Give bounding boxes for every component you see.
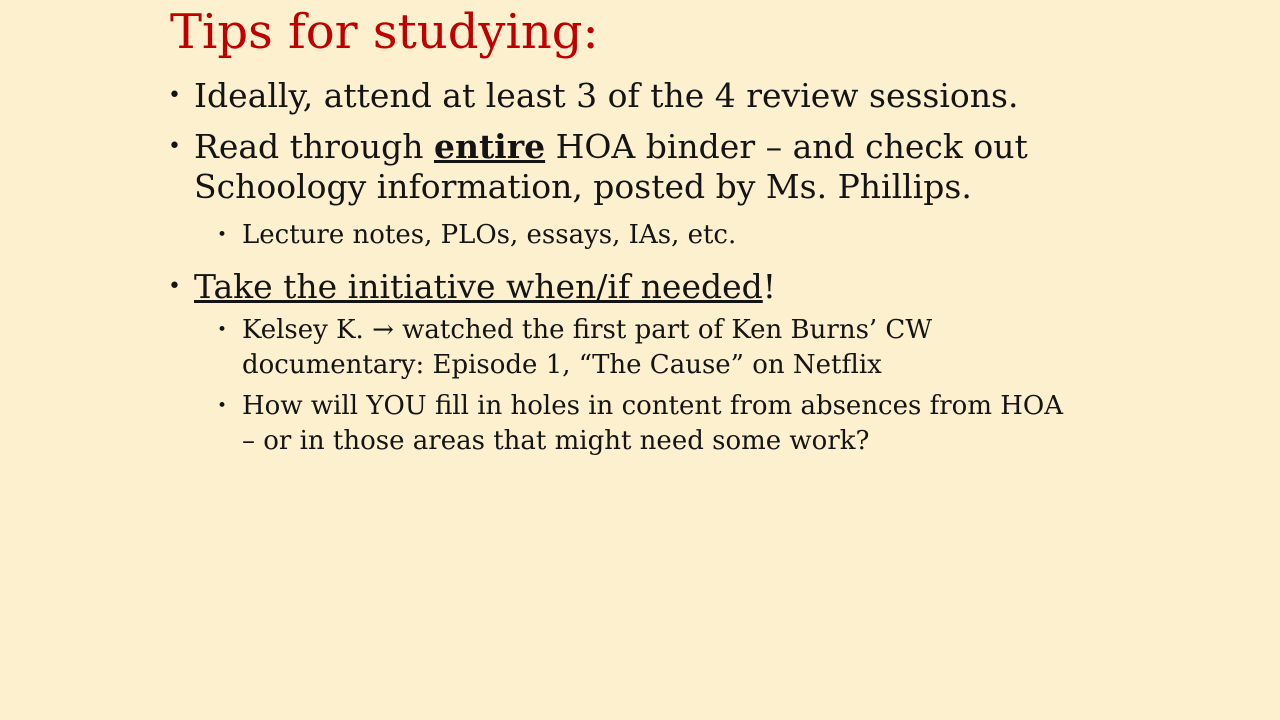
sub-bullet-text: Lecture notes, PLOs, essays, IAs, etc.: [242, 220, 737, 250]
bullet-list: [168, 76, 1068, 465]
bullet-review-sessions: [168, 76, 1068, 116]
bullet-dot: •: [168, 134, 181, 159]
bullet-dot: •: [217, 225, 228, 245]
bullet-take-initiative: [168, 267, 1068, 307]
bullet-dot: •: [168, 83, 181, 108]
bullet-emphasis: entire: [433, 127, 546, 166]
sub-bullet-kelsey: [217, 313, 1068, 383]
bullet-text: Ideally, attend at least 3 of the 4 review sessions.: [194, 76, 1019, 115]
bullet-trail: !: [762, 267, 777, 306]
bullet-text-prefix: Read through: [194, 127, 434, 166]
slide-title: Tips for studying:: [170, 4, 599, 60]
sub-bullet-text: How will YOU fill in holes in content from absences from HOA – or in those areas that might need some work?: [242, 391, 1064, 456]
sub-bullet-text: Kelsey K. → watched the first part of Ken Burns’ CW documentary: Episode 1, “The Cause” on Netflix: [242, 315, 933, 380]
bullet-text-suffix: HOA binder – and check out Schoology information, posted by Ms. Phillips.: [194, 127, 1028, 206]
sub-bullet-lecture-notes: [217, 218, 1068, 253]
bullet-dot: •: [217, 320, 228, 340]
bullet-dot: •: [217, 396, 228, 416]
sub-bullet-how-will-you: [217, 389, 1068, 459]
bullet-underlined-text: Take the initiative when/if needed: [194, 267, 763, 306]
bullet-dot: •: [168, 274, 181, 299]
bullet-read-binder: [168, 127, 1068, 207]
